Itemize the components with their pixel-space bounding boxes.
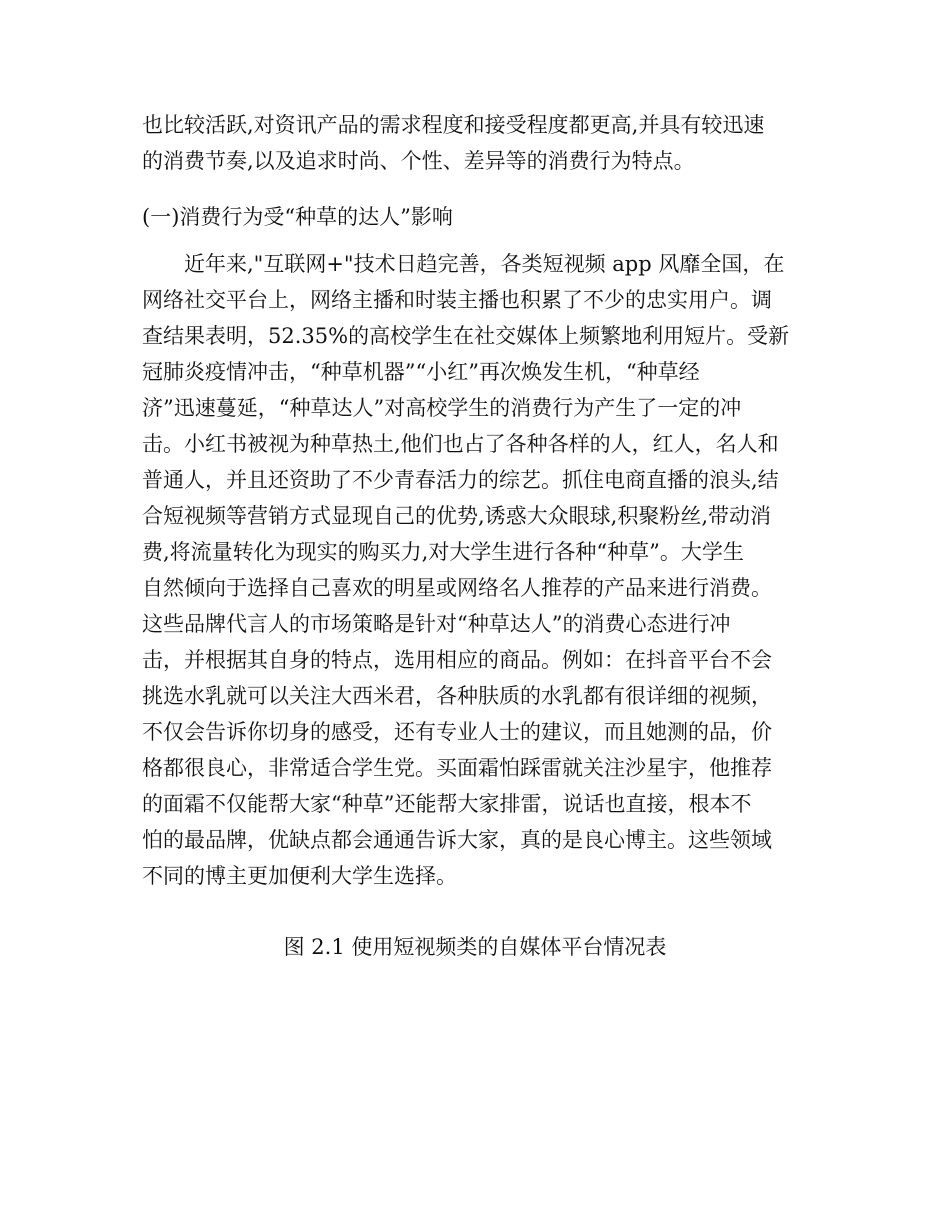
- paragraph-line-15: 格都很良心，非常适合学生党。买面霜怕踩雷就关注沙星宇，他推荐: [142, 756, 772, 780]
- intro-line-1: 也比较活跃,对资讯产品的需求程度和接受程度都更高,并具有较迅速: [142, 113, 765, 137]
- paragraph-line-12: 击，并根据其自身的特点，选用相应的商品。例如：在抖音平台不会: [142, 648, 772, 672]
- paragraph-line-16: 的面霜不仅能帮大家“种草”还能帮大家排雷，说话也直接，根本不: [142, 792, 752, 816]
- intro-line-2: 的消费节奏,以及追求时尚、个性、差异等的消费行为特点。: [142, 149, 695, 173]
- paragraph-line-10: 自然倾向于选择自己喜欢的明星或网络名人推荐的产品来进行消费。: [142, 576, 772, 600]
- paragraph-line-1: 近年来,"互联网+"技术日趋完善，各类短视频 app 风靡全国，在: [184, 252, 785, 276]
- paragraph-line-14: 不仅会告诉你切身的感受，还有专业人士的建议，而且她测的品，价: [142, 720, 772, 744]
- paragraph-line-9: 费,将流量转化为现实的购买力,对大学生进行各种“种草”。大学生: [142, 540, 744, 564]
- paragraph-line-7: 普通人，并且还资助了不少青春活力的综艺。抓住电商直播的浪头,结: [142, 468, 779, 492]
- paragraph-line-17: 怕的最品牌，优缺点都会通通告诉大家，真的是良心博主。这些领域: [142, 828, 772, 852]
- paragraph-line-3: 查结果表明，52.35%的高校学生在社交媒体上频繁地利用短片。受新: [142, 324, 790, 348]
- paragraph-line-6: 击。小红书被视为种草热土,他们也占了各种各样的人，红人，名人和: [142, 432, 779, 456]
- paragraph-line-8: 合短视频等营销方式显现自己的优势,诱惑大众眼球,积聚粉丝,带动消: [142, 504, 772, 528]
- paragraph-line-4: 冠肺炎疫情冲击，“种草机器”“小红”再次焕发生机，“种草经: [142, 360, 700, 384]
- paragraph-line-11: 这些品牌代言人的市场策略是针对“种草达人”的消费心态进行冲: [142, 612, 731, 636]
- paragraph-line-2: 网络社交平台上，网络主播和时装主播也积累了不少的忠实用户。调: [142, 288, 772, 312]
- section-heading: (一)消费行为受“种草的达人”影响: [142, 205, 453, 229]
- figure-caption: 图 2.1 使用短视频类的自媒体平台情况表: [283, 935, 667, 959]
- paragraph-line-13: 挑选水乳就可以关注大西米君，各种肤质的水乳都有很详细的视频，: [142, 684, 772, 708]
- paragraph-line-18: 不同的博主更加便利大学生选择。: [142, 864, 457, 888]
- paragraph-line-5: 济”迅速蔓延，“种草达人”对高校学生的消费行为产生了一定的冲: [142, 396, 742, 420]
